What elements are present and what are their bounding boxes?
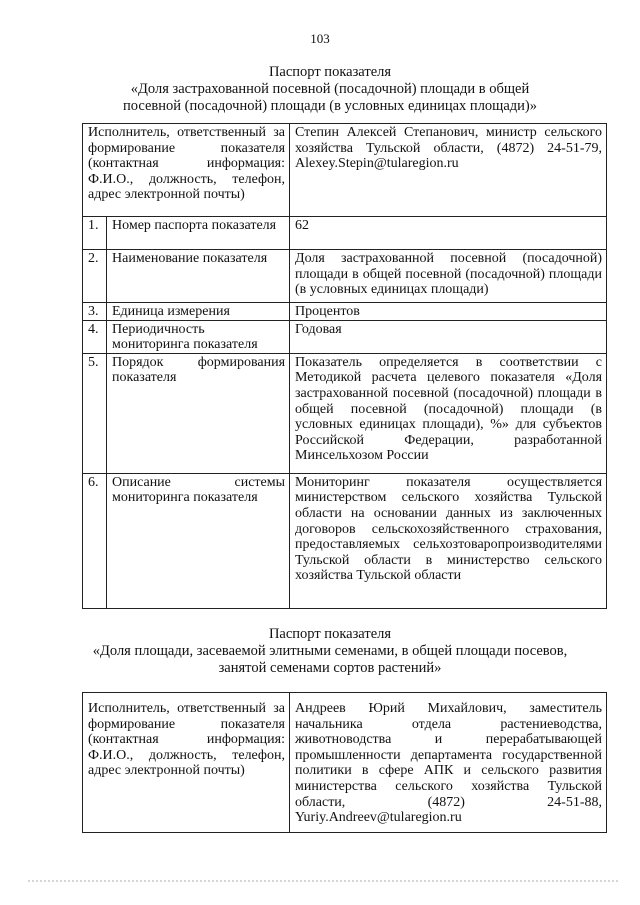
row-number: 5.	[83, 353, 107, 473]
passport-2-title-line: занятой семенами сортов растений»	[218, 660, 442, 676]
passport-1-title-line: посевной (посадочной) площади (в условных единицах площади)»	[122, 98, 537, 114]
row-number: 4.	[83, 320, 107, 353]
row-value: Мониторинг показателя осуществляется министерством сельского хозяйства Тульской области на основании данных из заключенных договоров сельскохозяйственного страхования, предоставляемых сельхозтоваропроизводителями Тульской области в министерство сельского хозяйства Тульской области	[290, 473, 607, 608]
table-row	[83, 250, 607, 303]
row-value: Процентов	[290, 303, 607, 321]
row-number: 3.	[83, 303, 107, 321]
row-value: 62	[290, 217, 607, 250]
page-number: 103	[310, 31, 330, 46]
executor-row	[83, 124, 607, 217]
row-label: Порядок формирования показателя	[107, 353, 290, 473]
row-value: Показатель определяется в соответствии с Методикой расчета целевого показателя «Доля застрахованной посевной (посадочной) площади в общей посевной (посадочной) площади (в условных единицах площади), %» для субъектов Российской Федерации, разработанной Минсельхозом России	[290, 353, 607, 473]
table-row	[83, 473, 607, 608]
table-row	[83, 353, 607, 473]
passport-1-title-line: Паспорт показателя	[268, 64, 392, 80]
row-label: Номер паспорта показателя	[107, 217, 290, 250]
passport-2-table	[82, 692, 607, 833]
executor-label: Исполнитель, ответственный за формирование показателя (контактная информация: Ф.И.О., должность, телефон, адрес электронной почты)	[83, 124, 290, 217]
passport-1-title-line: «Доля застрахованной посевной (посадочной) площади в общей	[130, 81, 530, 97]
row-number: 1.	[83, 217, 107, 250]
row-label: Наименование показателя	[107, 250, 290, 303]
row-label: Периодичность мониторинга показателя	[107, 320, 290, 353]
executor-row	[83, 693, 607, 833]
table-row	[83, 320, 607, 353]
executor-value: Степин Алексей Степанович, министр сельского хозяйства Тульской области, (4872) 24-51-79, Alexey.Stepin@tularegion.ru	[290, 124, 607, 217]
passport-1-table	[82, 123, 607, 609]
row-value: Доля застрахованной посевной (посадочной) площади в общей посевной (посадочной) площади (в условных единицах площади)	[290, 250, 607, 303]
row-value: Годовая	[290, 320, 607, 353]
row-label: Единица измерения	[107, 303, 290, 321]
row-label: Описание системы мониторинга показателя	[107, 473, 290, 608]
table-row	[83, 217, 607, 250]
passport-2-title-line: Паспорт показателя	[268, 626, 392, 642]
scan-artifact-dots	[28, 880, 618, 886]
row-number: 6.	[83, 473, 107, 608]
table-row	[83, 303, 607, 321]
passport-2-title-line: «Доля площади, засеваемой элитными семенами, в общей площади посевов,	[92, 643, 568, 659]
passport-1-title	[60, 64, 600, 115]
passport-2-title	[50, 626, 610, 677]
executor-value: Андреев Юрий Михайлович, заместитель начальника отдела растениеводства, животноводства и перерабатывающей промышленности департамента государственной политики в сфере АПК и сельского развития министерства сельского хозяйства Тульской области, (4872) 24-51-88, Yuriy.Andreev@tularegion.ru	[290, 693, 607, 833]
row-number: 2.	[83, 250, 107, 303]
executor-label: Исполнитель, ответственный за формирование показателя (контактная информация: Ф.И.О., должность, телефон, адрес электронной почты)	[83, 693, 290, 833]
